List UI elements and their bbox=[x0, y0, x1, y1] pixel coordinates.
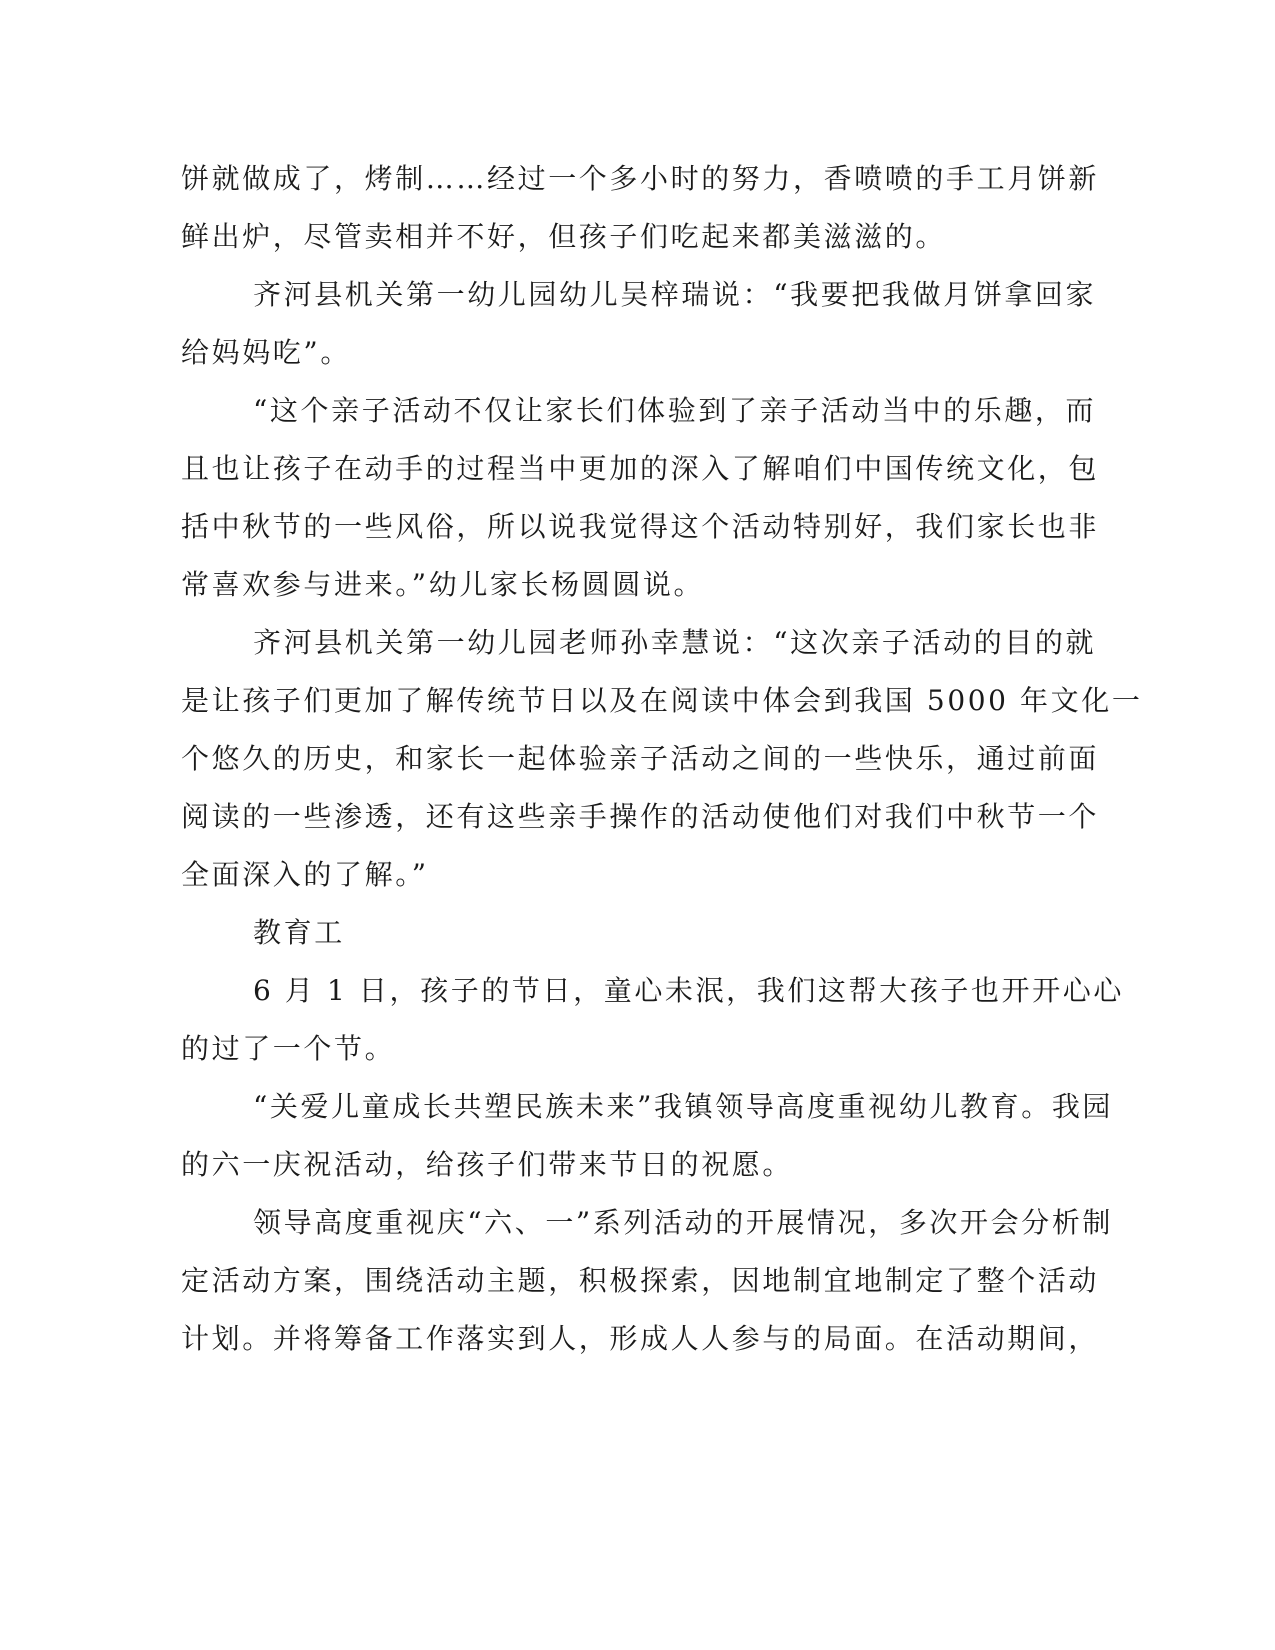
text-line: 是让孩子们更加了解传统节日以及在阅读中体会到我国 5000 年文化一 bbox=[181, 684, 1143, 717]
text-line: 鲜出炉，尽管卖相并不好，但孩子们吃起来都美滋滋的。 bbox=[181, 220, 947, 253]
text-line: 定活动方案，围绕活动主题，积极探索，因地制宜地制定了整个活动 bbox=[181, 1264, 1100, 1297]
text-line: 的过了一个节。 bbox=[181, 1032, 396, 1065]
text-line: 教育工 bbox=[253, 916, 345, 949]
text-line: “关爱儿童成长共塑民族未来”我镇领导高度重视幼儿教育。我园 bbox=[253, 1090, 1114, 1123]
text-line: “这个亲子活动不仅让家长们体验到了亲子活动当中的乐趣，而 bbox=[253, 394, 1097, 427]
text-line: 常喜欢参与进来。”幼儿家长杨圆圆说。 bbox=[181, 568, 705, 601]
text-line: 齐河县机关第一幼儿园幼儿吴梓瑞说：“我要把我做月饼拿回家 bbox=[253, 278, 1097, 311]
document-body bbox=[181, 150, 1143, 1368]
text-line: 括中秋节的一些风俗，所以说我觉得这个活动特别好，我们家长也非 bbox=[181, 510, 1100, 543]
text-line: 领导高度重视庆“六、一”系列活动的开展情况，多次开会分析制 bbox=[253, 1206, 1114, 1239]
text-line: 且也让孩子在动手的过程当中更加的深入了解咱们中国传统文化，包 bbox=[181, 452, 1100, 485]
text-line: 给妈妈吃”。 bbox=[181, 336, 351, 369]
text-line: 齐河县机关第一幼儿园老师孙幸慧说：“这次亲子活动的目的就 bbox=[253, 626, 1097, 659]
text-line: 的六一庆祝活动，给孩子们带来节日的祝愿。 bbox=[181, 1148, 794, 1181]
text-line: 计划。并将筹备工作落实到人，形成人人参与的局面。在活动期间， bbox=[181, 1322, 1100, 1355]
text-line: 阅读的一些渗透，还有这些亲手操作的活动使他们对我们中秋节一个 bbox=[181, 800, 1100, 833]
text-line: 饼就做成了，烤制……经过一个多小时的努力，香喷喷的手工月饼新 bbox=[181, 162, 1100, 195]
text-line: 6 月 1 日，孩子的节日，童心未泯，我们这帮大孩子也开开心心 bbox=[253, 974, 1124, 1007]
text-line: 个悠久的历史，和家长一起体验亲子活动之间的一些快乐，通过前面 bbox=[181, 742, 1100, 775]
text-line: 全面深入的了解。” bbox=[181, 858, 429, 891]
